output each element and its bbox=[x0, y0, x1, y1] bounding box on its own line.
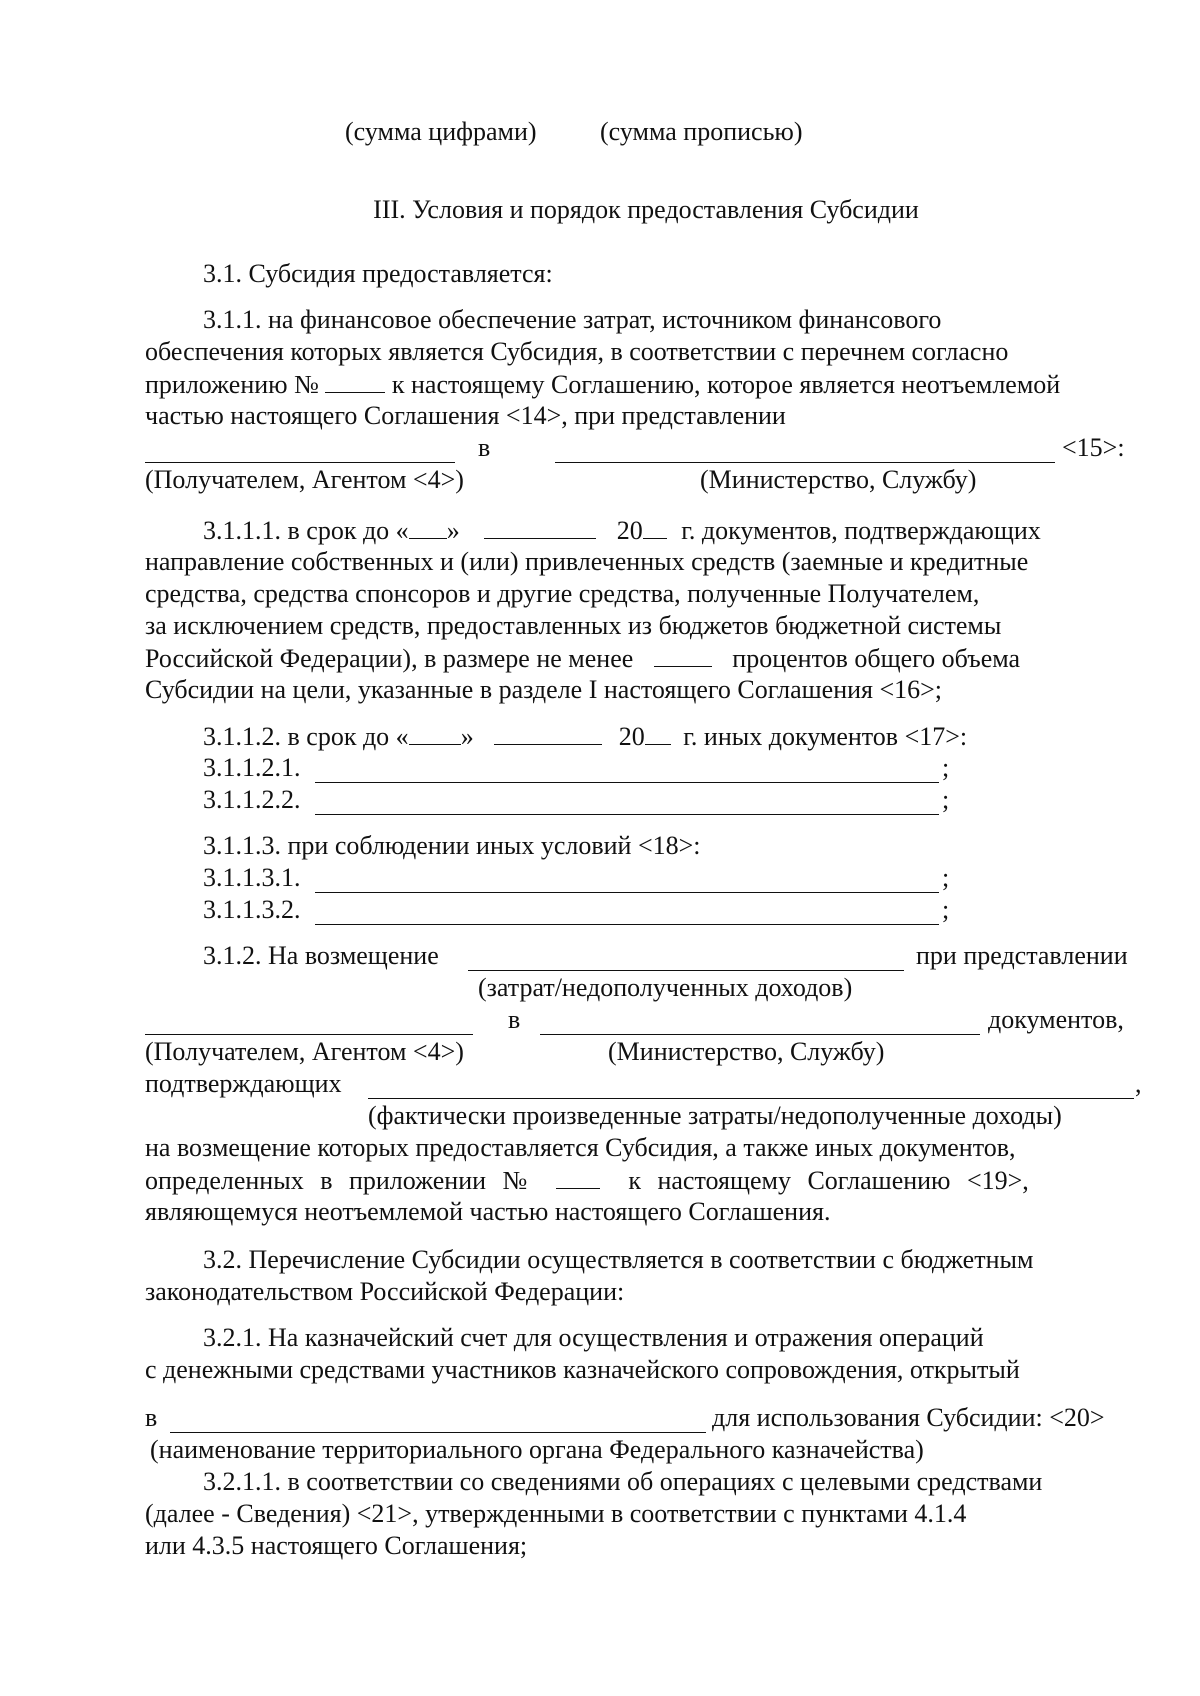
item-31121-end: ; bbox=[942, 753, 950, 782]
p3111-line5-start: Российской Федерации), в размере не менее bbox=[145, 644, 634, 673]
p312-on-presentation: при представлении bbox=[916, 941, 1128, 970]
p312-in: в bbox=[508, 1005, 521, 1034]
p32-line2: законодательством Российской Федерации: bbox=[145, 1277, 625, 1306]
quote-close-1: » bbox=[446, 516, 460, 545]
quote-close-2: » bbox=[460, 722, 474, 751]
caption-treasury: (наименование территориального органа Федерального казначейства) bbox=[150, 1435, 924, 1464]
actual-costs-blank[interactable] bbox=[368, 1098, 1134, 1099]
p312-line4: на возмещение которых предоставляется Субсидия, а также иных документов, bbox=[145, 1133, 1016, 1162]
p311-line2: обеспечения которых является Субсидия, в соответствии с перечнем согласно bbox=[145, 337, 1009, 366]
item-31131-end: ; bbox=[942, 863, 950, 892]
day-blank-1[interactable] bbox=[409, 514, 447, 539]
p311-line3-rest: к настоящему Соглашению, которое является неотъемлемой bbox=[391, 370, 1061, 399]
recipient-blank-2[interactable] bbox=[145, 1034, 473, 1035]
p312-comma: , bbox=[1135, 1069, 1142, 1098]
item-31121: 3.1.1.2.1. bbox=[203, 753, 301, 782]
item-31122: 3.1.1.2.2. bbox=[203, 785, 301, 814]
p311-line1: 3.1.1. на финансовое обеспечение затрат, источником финансового bbox=[203, 305, 942, 334]
p312-line5-start: определенных в приложении № bbox=[145, 1166, 528, 1195]
recipient-blank-1[interactable] bbox=[145, 462, 455, 463]
p321-line2: с денежными средствами участников казначейского сопровождения, открытый bbox=[145, 1355, 1020, 1384]
p3113-line1: 3.1.1.3. при соблюдении иных условий <18>: bbox=[203, 831, 701, 860]
p3111-line1 bbox=[203, 514, 1147, 546]
p3112-line1-rest: г. иных документов <17>: bbox=[683, 722, 968, 751]
p3111-line6: Субсидии на цели, указанные в разделе I настоящего Соглашения <16>; bbox=[145, 675, 943, 704]
caption-recipient-2: (Получателем, Агентом <4>) bbox=[145, 1037, 464, 1066]
p311-line4: частью настоящего Соглашения <14>, при представлении bbox=[145, 401, 786, 430]
item-31131-blank[interactable] bbox=[315, 892, 939, 893]
ref-15: <15>: bbox=[1062, 433, 1125, 462]
appendix-number-blank[interactable] bbox=[325, 368, 385, 393]
p3211-line1: 3.2.1.1. в соответствии со сведениями об операциях с целевыми средствами bbox=[203, 1467, 1043, 1496]
percent-blank[interactable] bbox=[654, 642, 712, 667]
caption-amount-words: (сумма прописью) bbox=[600, 117, 803, 146]
year-blank-1[interactable] bbox=[643, 514, 667, 539]
caption-recipient-1: (Получателем, Агентом <4>) bbox=[145, 465, 464, 494]
p3111-line5 bbox=[145, 642, 1147, 674]
p312-line6: являющемуся неотъемлемой частью настоящего Соглашения. bbox=[145, 1197, 831, 1226]
appendix-number-blank-2[interactable] bbox=[556, 1164, 600, 1189]
caption-ministry-2: (Министерство, Службу) bbox=[608, 1037, 885, 1066]
p3111-line3: средства, средства спонсоров и другие средства, полученные Получателем, bbox=[145, 579, 980, 608]
p311-appendix-label: приложению № bbox=[145, 370, 319, 399]
p312-documents: документов, bbox=[988, 1005, 1124, 1034]
p312-confirming: подтверждающих bbox=[145, 1069, 342, 1098]
item-31132: 3.1.1.3.2. bbox=[203, 895, 301, 924]
month-blank-2[interactable] bbox=[494, 720, 602, 745]
treasury-blank[interactable] bbox=[170, 1432, 706, 1433]
item-31131: 3.1.1.3.1. bbox=[203, 863, 301, 892]
p32-line1: 3.2. Перечисление Субсидии осуществляется в соответствии с бюджетным bbox=[203, 1245, 1034, 1274]
costs-blank[interactable] bbox=[468, 970, 904, 971]
section-title: III. Условия и порядок предоставления Субсидии bbox=[373, 195, 919, 224]
year-blank-2[interactable] bbox=[645, 720, 671, 745]
p3211-line3: или 4.3.5 настоящего Соглашения; bbox=[145, 1531, 528, 1560]
p3112-deadline-label: 3.1.1.2. в срок до « bbox=[203, 722, 409, 751]
p312-line5 bbox=[145, 1164, 1147, 1196]
p3111-line5-end: процентов общего объема bbox=[732, 644, 1021, 673]
p3211-line2: (далее - Сведения) <21>, утвержденными в соответствии с пунктами 4.1.4 bbox=[145, 1499, 967, 1528]
p321-in: в bbox=[145, 1403, 158, 1432]
p3111-deadline-label: 3.1.1.1. в срок до « bbox=[203, 516, 409, 545]
item-31132-end: ; bbox=[942, 895, 950, 924]
ministry-blank-2[interactable] bbox=[540, 1034, 980, 1035]
caption-amount-digits: (сумма цифрами) bbox=[345, 117, 537, 146]
item-31122-blank[interactable] bbox=[315, 814, 939, 815]
paragraph-3-1: 3.1. Субсидия предоставляется: bbox=[203, 259, 553, 288]
item-31132-blank[interactable] bbox=[315, 924, 939, 925]
caption-costs: (затрат/недополученных доходов) bbox=[478, 973, 853, 1002]
day-blank-2[interactable] bbox=[409, 720, 461, 745]
p312-line5-end: к настоящему Соглашению <19>, bbox=[628, 1166, 1029, 1195]
p321-for-use: для использования Субсидии: <20> bbox=[712, 1403, 1105, 1432]
year-prefix-2: 20 bbox=[618, 722, 645, 751]
p3112-line1 bbox=[203, 720, 1147, 752]
p3111-line4: за исключением средств, предоставленных из бюджетов бюджетной системы bbox=[145, 611, 1002, 640]
p311-in: в bbox=[478, 433, 491, 462]
caption-actual-costs: (фактически произведенные затраты/недополученные доходы) bbox=[368, 1101, 1062, 1130]
p312-label: 3.1.2. На возмещение bbox=[203, 941, 439, 970]
item-31122-end: ; bbox=[942, 785, 950, 814]
caption-ministry-1: (Министерство, Службу) bbox=[700, 465, 977, 494]
p311-line3 bbox=[145, 368, 1147, 400]
item-31121-blank[interactable] bbox=[315, 782, 939, 783]
p3111-line1-rest: г. документов, подтверждающих bbox=[681, 516, 1041, 545]
year-prefix-1: 20 bbox=[616, 516, 643, 545]
p3111-line2: направление собственных и (или) привлеченных средств (заемные и кредитные bbox=[145, 547, 1029, 576]
p321-line1: 3.2.1. На казначейский счет для осуществления и отражения операций bbox=[203, 1323, 984, 1352]
ministry-blank-1[interactable] bbox=[555, 462, 1055, 463]
month-blank-1[interactable] bbox=[484, 514, 596, 539]
